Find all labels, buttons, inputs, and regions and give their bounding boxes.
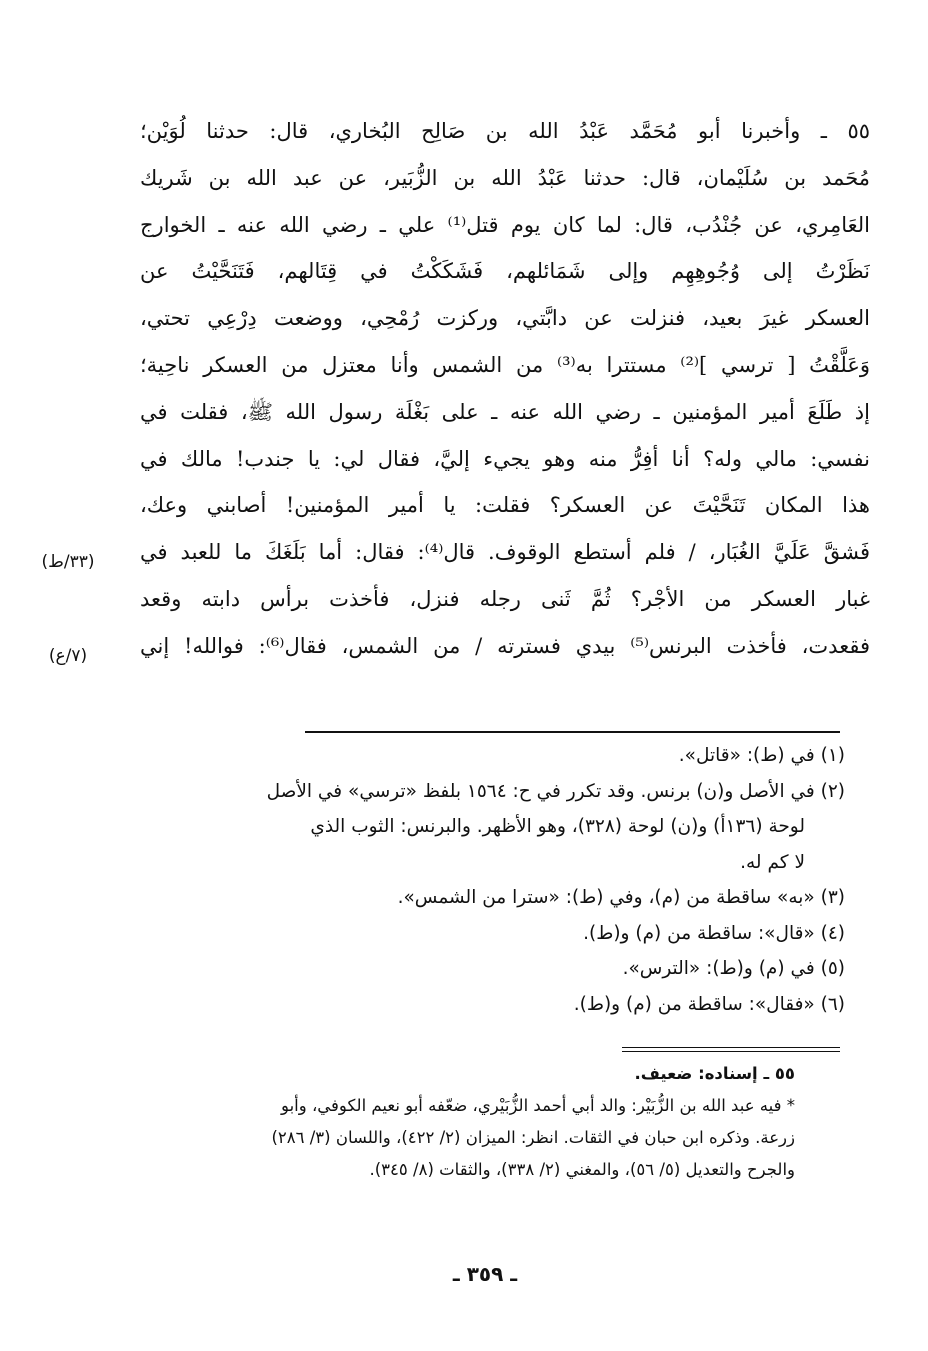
footnotes: [150, 738, 845, 1022]
footnote-6: (٦) «فقال»: ساقطة من (م) و(ط).: [573, 993, 845, 1015]
isnad-heading: ٥٥ ـ إسناده: ضعيف.: [634, 1064, 795, 1083]
footnote-5: (٥) في (م) و(ط): «الترس».: [622, 958, 845, 979]
footnote-divider: [305, 731, 840, 733]
isnad-commentary: [150, 1058, 795, 1186]
footnote-2-continued: لا كم له.: [740, 851, 805, 873]
footnote-3: (٣) «به» ساقطة من (م)، وفي (ط): «سترا من الشمس».: [397, 887, 845, 908]
text-line: فَشقَّ عَلَيَّ الغُبَار، / فلم أستطع الوقوف. قال⁽⁴⁾: فقال: أما بَلَغَكَ ما للعبد في: [140, 540, 870, 565]
margin-note-manuscript-a: (٧/ع): [48, 646, 88, 666]
footnote-1: (١) في (ط): «قاتل».: [678, 745, 845, 766]
footnote-2: (٢) في الأصل و(ن) برنس. وقد تكرر في ح: ١٥٦٤ بلفظ «ترسي» في الأصل: [266, 780, 845, 802]
isnad-line: والجرح والتعديل (٥/ ٥٦)، والمغني (٢/ ٣٣٨)، والثقات (٨/ ٣٤٥).: [369, 1160, 795, 1179]
isnad-line: زرعة. وذكره ابن حبان في الثقات. انظر: الميزان (٢/ ٤٢٢)، واللسان (٣/ ٢٨٦): [271, 1128, 795, 1147]
text-line: نَظَرْتُ إلى وُجُوهِهِم وإلى شَمَائلهم، فَشَكَكْتُ في قِتَالهم، فَتَنَحَّيْتُ عن: [140, 259, 870, 284]
text-line: ٥٥ ـ وأخبرنا أبو مُحَمَّد عَبْدُ الله بن صَالِح البُخاري، قال: حدثنا لُوَيْن؛: [140, 119, 870, 143]
isnad-line: * فيه عبد الله بن الزُّبَيْر: والد أبي أحمد الزُّبَيْري، ضعّفه أبو نعيم الكوفي، وأبو: [281, 1096, 795, 1115]
text-line: غبار العسكر من الأجْر؟ ثُمَّ ثَنى رجله فنزل، فأخذت برأس دابته وقعد: [140, 586, 870, 611]
text-line: نفسي: مالي وله؟ أنا أفِرُّ منه وهو يجيء إليَّ، فقال لي: يا جندب! مالك في: [140, 446, 870, 471]
text-line: العسكر غيرَ بعيد، فنزلت عن دابَّتي، وركزت رُمْحِي، ووضعت دِرْعِي تحتي،: [140, 306, 870, 331]
text-line: مُحَمد بن سُلَيْمان، قال: حدثنا عَبْدُ الله بن الزُّبَير، عن عبد الله بن شَريك: [140, 165, 870, 190]
text-line: هذا المكان تَنَحَّيْتَ عن العسكر؟ فقلت: يا أمير المؤمنين! أصابني وعك،: [140, 493, 870, 518]
footnote-2-continued: لوحة (١٣٦أ) و(ن) لوحة (٣٢٨)، وهو الأظهر. والبرنس: الثوب الذي: [310, 816, 805, 837]
isnad-divider: [622, 1047, 840, 1052]
text-line: وَعَلَّقْتُ [ ترسي ]⁽²⁾ مستترا به⁽³⁾ من الشمس وأنا معتزل من العسكر ناحِية؛: [140, 352, 870, 377]
page-number: ـ ٣٥٩ ـ: [452, 1262, 518, 1286]
footnote-4: (٤) «قال»: ساقطة من (م) و(ط).: [583, 922, 845, 944]
margin-note-manuscript-t: (٣٣/ط): [41, 552, 95, 572]
text-line: فقعدت، فأخذت البرنس⁽⁵⁾ بيدي فسترته / من الشمس، فقال⁽⁶⁾: فوالله! إني: [140, 633, 870, 658]
text-line: إذ طَلَعَ أمير المؤمنين ـ رضي الله عنه ـ على بَغْلَة رسول الله ﷺ، فقلت في: [140, 399, 870, 424]
text-line: العَامِري، عن جُنْدُب، قال: لما كان يوم قتل⁽¹⁾ علي ـ رضي الله عنه ـ الخوارج: [140, 212, 870, 237]
main-text: [140, 108, 870, 670]
